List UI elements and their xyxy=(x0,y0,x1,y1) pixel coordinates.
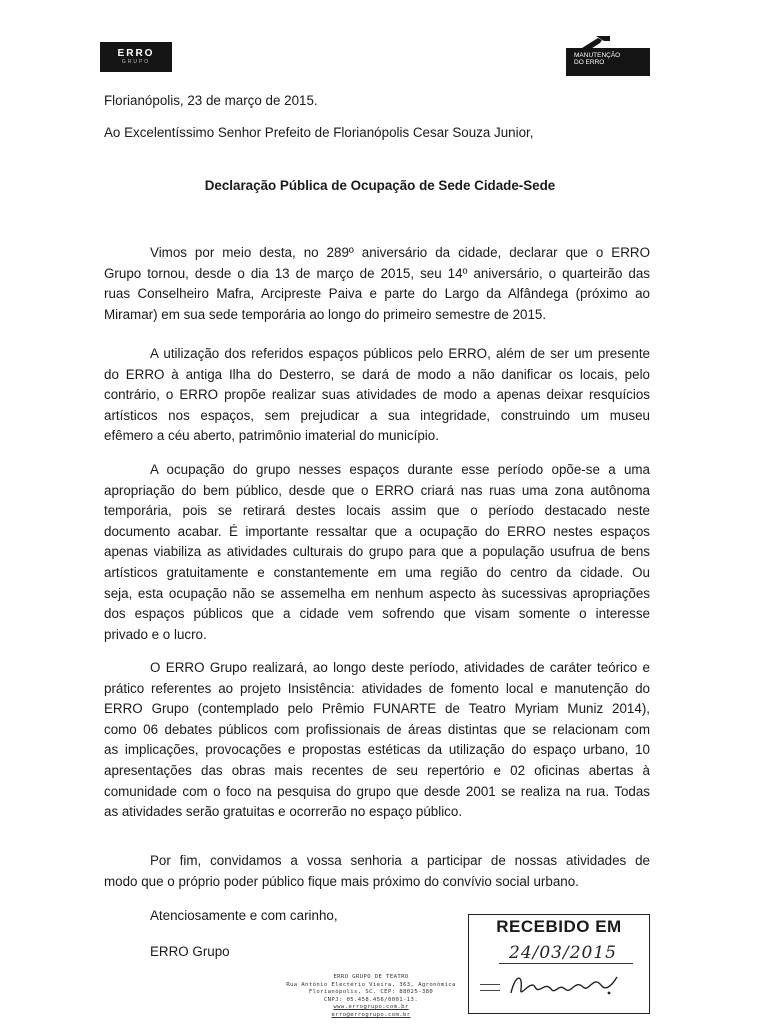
footer-cnpj: CNPJ: 05.458.456/0001-13. xyxy=(323,996,419,1003)
closing-salutation: Atenciosamente e com carinho, xyxy=(150,908,338,923)
letterhead-footer xyxy=(260,974,482,1020)
erro-grupo-logo xyxy=(100,42,172,72)
logo-left-big: ERRO xyxy=(117,47,155,59)
logo-right-line1: MANUTENÇÃO xyxy=(574,52,621,59)
manutencao-do-erro-logo xyxy=(566,34,650,76)
footer-name: ERRO GRUPO DE TEATRO xyxy=(333,974,409,980)
logo-right-text xyxy=(574,52,620,66)
stamp-date: 24/03/2015 xyxy=(509,943,617,963)
stamp-signature xyxy=(505,967,625,1007)
closing-signature: ERRO Grupo xyxy=(150,944,230,959)
stamp-date-line xyxy=(499,963,633,964)
logo-right-line2: DO ERRO xyxy=(574,59,605,66)
logo-left-small: GRUPO xyxy=(121,58,151,65)
footer-website: www.errogrupo.com.br xyxy=(333,1004,409,1011)
paragraph-5: Por fim, convidamos a vossa senhoria a participar de nossas atividades de modo que o próprio poder público fique mais próximo do convívio social urbano. xyxy=(104,853,650,889)
place-date: Florianópolis, 23 de março de 2015. xyxy=(104,93,318,108)
footer-email: erro@errogrupo.com.br xyxy=(331,1011,411,1018)
paragraph-2: A utilização dos referidos espaços públicos pelo ERRO, além de ser um presente do ERRO à antiga Ilha do Desterro, se dará de modo a não danificar os locais, pelo contrário, o ERRO propõe realizar suas atividades de modo a apenas deixar resquícios artísticos nos espaços, sem prejudicar a sua integridade, construindo um museu efêmero a céu aberto, patrimônio imaterial do município. xyxy=(104,346,650,444)
paragraph-3: A ocupação do grupo nesses espaços durante esse período opõe-se a uma apropriação do bem público, desde que o ERRO criará nas ruas uma zona autônoma temporária, pois se retirará destes locais assim que o período destacado neste documento acabar. É importante ressaltar que a ocupação do ERRO nestes espaços apenas viabiliza as atividades culturais do grupo para que a população usufrua de bens artísticos gratuitamente e constantemente em uma região do centro da cidade. Ou seja, esta ocupação não se assemelha em nenhum aspecto às sucessivas apropriações dos espaços públicos que a cidade vem sofrendo que visam somente o interesse privado e o lucro. xyxy=(104,462,650,642)
recipient: Ao Excelentíssimo Senhor Prefeito de Florianópolis Cesar Souza Junior, xyxy=(104,125,534,140)
paragraph-1: Vimos por meio desta, no 289º aniversário da cidade, declarar que o ERRO Grupo tornou, desde o dia 13 de março de 2015, seu 14º aniversário, o quarteirão das ruas Conselheiro Mafra, Arcipreste Paiva e parte do Largo da Alfândega (próximo ao Miramar) em sua sede temporária ao longo do primeiro semestre de 2015. xyxy=(104,245,650,322)
footer-city: Florianópolis, SC. CEP: 88025-380 xyxy=(308,989,434,996)
stamp-label: RECEBIDO EM xyxy=(496,917,622,936)
hammer-icon xyxy=(576,34,616,54)
footer-address: Rua Antônio Electério Vieira, 363, Agronômica xyxy=(286,981,456,988)
received-stamp xyxy=(468,914,650,1014)
document-title: Declaração Pública de Ocupação de Sede Cidade-Sede xyxy=(204,178,556,193)
paragraph-4: O ERRO Grupo realizará, ao longo deste período, atividades de caráter teórico e prático referentes ao projeto Insistência: atividades de fomento local e manutenção do ERRO Grupo (contemplado pelo Prêmio FUNARTE de Teatro Myriam Muniz 2014), como 06 debates públicos com profissionais de áreas distintas que se relacionam com as implicações, provocações e propostas estéticas da utilização do espaço urbano, 10 apresentações das obras mais recentes de seu repertório e 02 oficinas abertas à comunidade com o foco na pesquisa do grupo que desde 2001 se realiza na rua. Todas as atividades serão gratuitas e ocorrerão no espaço público. xyxy=(104,660,650,820)
